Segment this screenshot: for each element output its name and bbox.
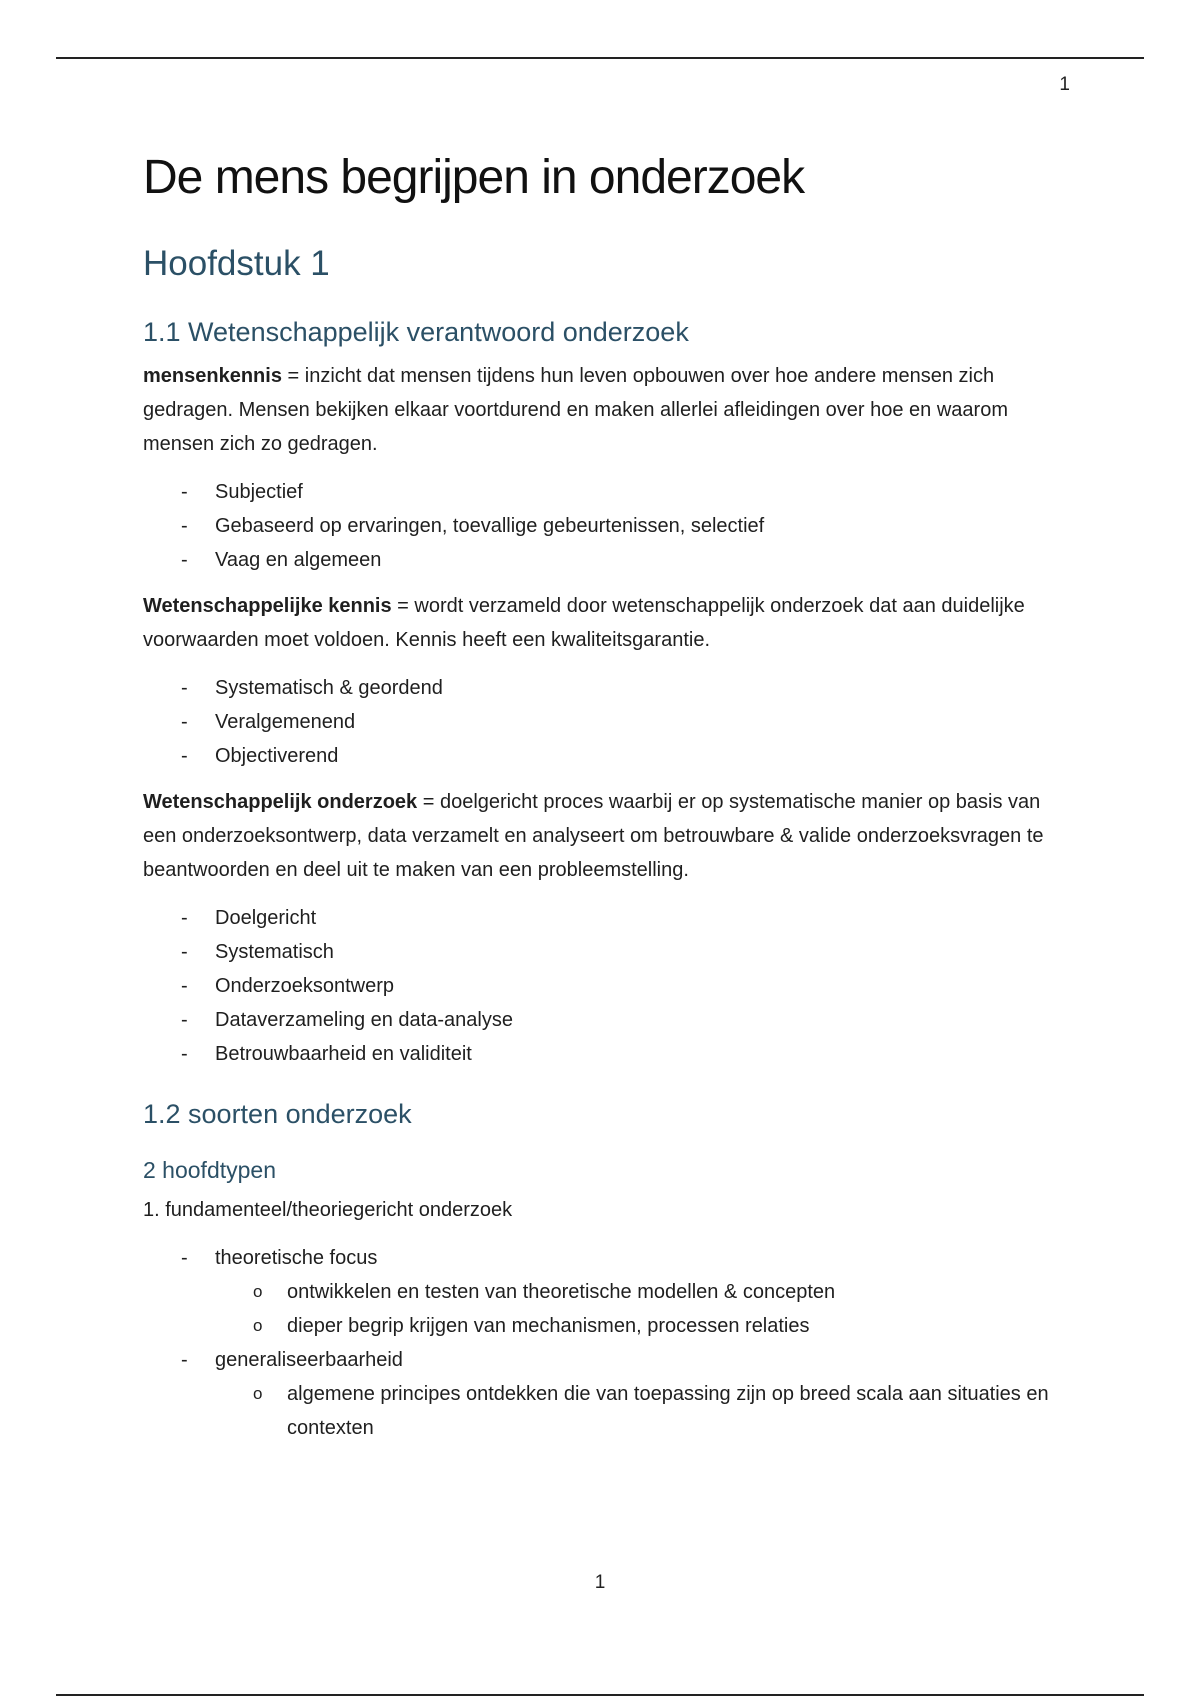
list-item [143, 543, 1063, 577]
definition-mensenkennis [143, 359, 1063, 461]
numbered-item-1: 1. fundamenteel/theoriegericht onderzoek [143, 1199, 513, 1221]
footer-rule [56, 1694, 1144, 1696]
document-body [143, 143, 1063, 1457]
fundamenteel-list [143, 1241, 1063, 1445]
definition-text: = wordt verzameld door wetenschappelijk onderzoek dat aan duidelijke voorwaarden moet voldoen. Kennis heeft een kwaliteitsgarantie. [143, 595, 1025, 651]
sub-list-item-text: ontwikkelen en testen van theoretische modellen & concepten [287, 1281, 836, 1303]
list-item-text: Vaag en algemeen [215, 549, 382, 571]
subsection-heading: 2 hoofdtypen [143, 1157, 277, 1183]
dash-marker: - [181, 711, 188, 733]
section-heading-1-2: 1.2 soorten onderzoek [143, 1099, 412, 1129]
list-item [143, 475, 1063, 509]
mensenkennis-list [143, 475, 1063, 577]
list-item [143, 739, 1063, 773]
list-item-text: Onderzoeksontwerp [215, 975, 394, 997]
wetenschappelijk-onderzoek-list [143, 901, 1063, 1071]
footer-page-number: 1 [594, 1572, 606, 1593]
sub-list-item [215, 1275, 1063, 1309]
list-item [143, 1003, 1063, 1037]
list-item-text: Objectiverend [215, 745, 339, 767]
list-item-text: theoretische focus [215, 1247, 378, 1269]
dash-marker: - [181, 1009, 188, 1031]
term-mensenkennis: mensenkennis [143, 365, 282, 387]
list-item-text: generaliseerbaarheid [215, 1349, 403, 1371]
list-item-text: Veralgemenend [215, 711, 356, 733]
chapter-heading: Hoofdstuk 1 [143, 244, 330, 283]
list-item [143, 671, 1063, 705]
definition-text: = doelgericht proces waarbij er op systematische manier op basis van een onderzoeksontwerp, data verzamelt en analyseert om betrouwbare & valide onderzoeksvragen te beantwoorden en deel uit te maken van een probleemstelling. [143, 791, 1044, 881]
section-heading-1-1: 1.1 Wetenschappelijk verantwoord onderzoek [143, 317, 689, 347]
dash-marker: - [181, 975, 188, 997]
sub-list-item [215, 1309, 1063, 1343]
sub-list-item [215, 1377, 1063, 1445]
dash-marker: - [181, 1349, 188, 1371]
dash-marker: - [181, 677, 188, 699]
list-item [143, 1343, 1063, 1445]
sub-list [215, 1377, 1063, 1445]
list-item [143, 705, 1063, 739]
sub-list-item-text: algemene principes ontdekken die van toepassing zijn op breed scala aan situaties en contexten [287, 1383, 1049, 1439]
list-item-text: Doelgericht [215, 907, 317, 929]
list-item [143, 509, 1063, 543]
dash-marker: - [181, 515, 188, 537]
sub-list-item-text: dieper begrip krijgen van mechanismen, processen relaties [287, 1315, 810, 1337]
list-item-text: Betrouwbaarheid en validiteit [215, 1043, 472, 1065]
circle-marker: o [253, 1316, 263, 1335]
dash-marker: - [181, 549, 188, 571]
header-rule [56, 57, 1144, 59]
dash-marker: - [181, 481, 188, 503]
dash-marker: - [181, 1043, 188, 1065]
list-item [143, 969, 1063, 1003]
dash-marker: - [181, 907, 188, 929]
list-item-text: Dataverzameling en data-analyse [215, 1009, 513, 1031]
list-item [143, 901, 1063, 935]
document-title: De mens begrijpen in onderzoek [143, 151, 805, 204]
dash-marker: - [181, 1247, 188, 1269]
circle-marker: o [253, 1384, 263, 1403]
term-wetenschappelijke-kennis: Wetenschappelijke kennis [143, 595, 392, 617]
definition-wetenschappelijk-onderzoek [143, 785, 1063, 887]
definition-text: = inzicht dat mensen tijdens hun leven opbouwen over hoe andere mensen zich gedragen. Mensen bekijken elkaar voortdurend en maken allerlei afleidingen over hoe en waarom mensen zich zo gedragen. [143, 365, 1008, 455]
list-item [143, 1037, 1063, 1071]
list-item-text: Subjectief [215, 481, 303, 503]
wetenschappelijke-kennis-list [143, 671, 1063, 773]
definition-wetenschappelijke-kennis [143, 589, 1063, 657]
sub-list [215, 1275, 1063, 1343]
list-item [143, 935, 1063, 969]
dash-marker: - [181, 745, 188, 767]
dash-marker: - [181, 941, 188, 963]
list-item-text: Systematisch & geordend [215, 677, 443, 699]
list-item-text: Systematisch [215, 941, 334, 963]
term-wetenschappelijk-onderzoek: Wetenschappelijk onderzoek [143, 791, 418, 813]
header-page-number: 1 [1059, 74, 1070, 95]
list-item [143, 1241, 1063, 1343]
circle-marker: o [253, 1282, 263, 1301]
list-item-text: Gebaseerd op ervaringen, toevallige gebeurtenissen, selectief [215, 515, 765, 537]
